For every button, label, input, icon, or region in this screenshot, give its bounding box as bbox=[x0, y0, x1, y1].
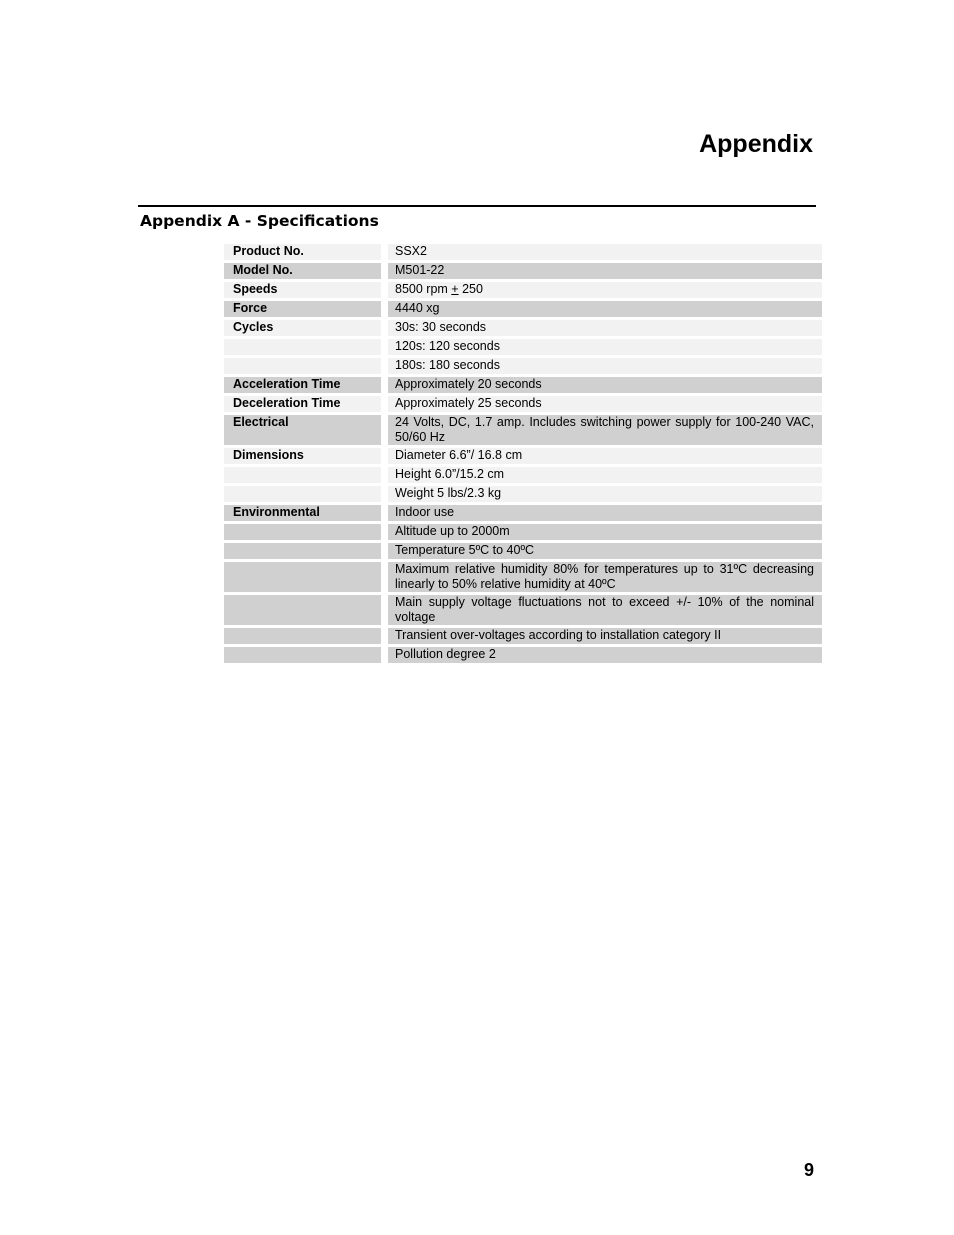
spec-row-model-no bbox=[224, 263, 822, 279]
spec-label bbox=[224, 628, 381, 644]
plus-minus-symbol: + bbox=[451, 282, 459, 296]
spec-label: Electrical bbox=[224, 415, 381, 445]
spec-label bbox=[224, 339, 381, 355]
page-number: 9 bbox=[803, 1160, 814, 1180]
spec-label: Dimensions bbox=[224, 448, 381, 464]
spec-row-environmental-4 bbox=[224, 562, 822, 592]
spec-row-cycles bbox=[224, 320, 822, 336]
spec-value: Pollution degree 2 bbox=[388, 647, 822, 663]
spec-label bbox=[224, 467, 381, 483]
speed-value: 8500 rpm bbox=[395, 282, 452, 296]
spec-value: Maximum relative humidity 80% for temperatures up to 31ºC decreasing linearly to 50% relative humidity at 40ºC bbox=[388, 562, 822, 592]
spec-label: Cycles bbox=[224, 320, 381, 336]
spec-label: Acceleration Time bbox=[224, 377, 381, 393]
spec-row-acceleration-time bbox=[224, 377, 822, 393]
spec-value: SSX2 bbox=[388, 244, 822, 260]
spec-value: M501-22 bbox=[388, 263, 822, 279]
spec-label: Product No. bbox=[224, 244, 381, 260]
spec-label bbox=[224, 486, 381, 502]
spec-value: Indoor use bbox=[388, 505, 822, 521]
spec-label: Environmental bbox=[224, 505, 381, 521]
spec-row-deceleration-time bbox=[224, 396, 822, 412]
spec-label bbox=[224, 562, 381, 592]
spec-row-environmental bbox=[224, 505, 822, 521]
spec-value: 120s: 120 seconds bbox=[388, 339, 822, 355]
spec-value: 24 Volts, DC, 1.7 amp. Includes switching power supply for 100-240 VAC, 50/60 Hz bbox=[388, 415, 822, 445]
spec-label bbox=[224, 543, 381, 559]
spec-value: 4440 xg bbox=[388, 301, 822, 317]
spec-value: Altitude up to 2000m bbox=[388, 524, 822, 540]
section-title: Appendix A - Specifications bbox=[140, 212, 379, 230]
spec-value bbox=[388, 282, 822, 298]
spec-row-electrical bbox=[224, 415, 822, 445]
specifications-table bbox=[224, 241, 822, 666]
spec-label: Force bbox=[224, 301, 381, 317]
spec-label bbox=[224, 595, 381, 625]
spec-label bbox=[224, 647, 381, 663]
spec-value: 30s: 30 seconds bbox=[388, 320, 822, 336]
spec-row-dimensions-2 bbox=[224, 467, 822, 483]
spec-value: Height 6.0”/15.2 cm bbox=[388, 467, 822, 483]
spec-row-environmental-3 bbox=[224, 543, 822, 559]
spec-row-environmental-5 bbox=[224, 595, 822, 625]
spec-row-environmental-6 bbox=[224, 628, 822, 644]
spec-label: Speeds bbox=[224, 282, 381, 298]
spec-row-environmental-2 bbox=[224, 524, 822, 540]
spec-value: Diameter 6.6”/ 16.8 cm bbox=[388, 448, 822, 464]
speed-tolerance: 250 bbox=[458, 282, 483, 296]
spec-row-cycles-2 bbox=[224, 339, 822, 355]
spec-value: Approximately 20 seconds bbox=[388, 377, 822, 393]
spec-label: Deceleration Time bbox=[224, 396, 381, 412]
spec-value: Weight 5 lbs/2.3 kg bbox=[388, 486, 822, 502]
spec-row-force bbox=[224, 301, 822, 317]
spec-label bbox=[224, 358, 381, 374]
section-divider bbox=[138, 205, 816, 207]
spec-row-speeds bbox=[224, 282, 822, 298]
spec-value: Approximately 25 seconds bbox=[388, 396, 822, 412]
spec-value: Main supply voltage fluctuations not to exceed +/- 10% of the nominal voltage bbox=[388, 595, 822, 625]
spec-row-product-no bbox=[224, 244, 822, 260]
spec-label bbox=[224, 524, 381, 540]
spec-label: Model No. bbox=[224, 263, 381, 279]
spec-value: Transient over-voltages according to installation category II bbox=[388, 628, 822, 644]
spec-value: 180s: 180 seconds bbox=[388, 358, 822, 374]
spec-row-environmental-7 bbox=[224, 647, 822, 663]
spec-value: Temperature 5ºC to 40ºC bbox=[388, 543, 822, 559]
spec-row-dimensions-3 bbox=[224, 486, 822, 502]
spec-row-cycles-3 bbox=[224, 358, 822, 374]
spec-row-dimensions bbox=[224, 448, 822, 464]
chapter-title: Appendix bbox=[699, 130, 813, 158]
